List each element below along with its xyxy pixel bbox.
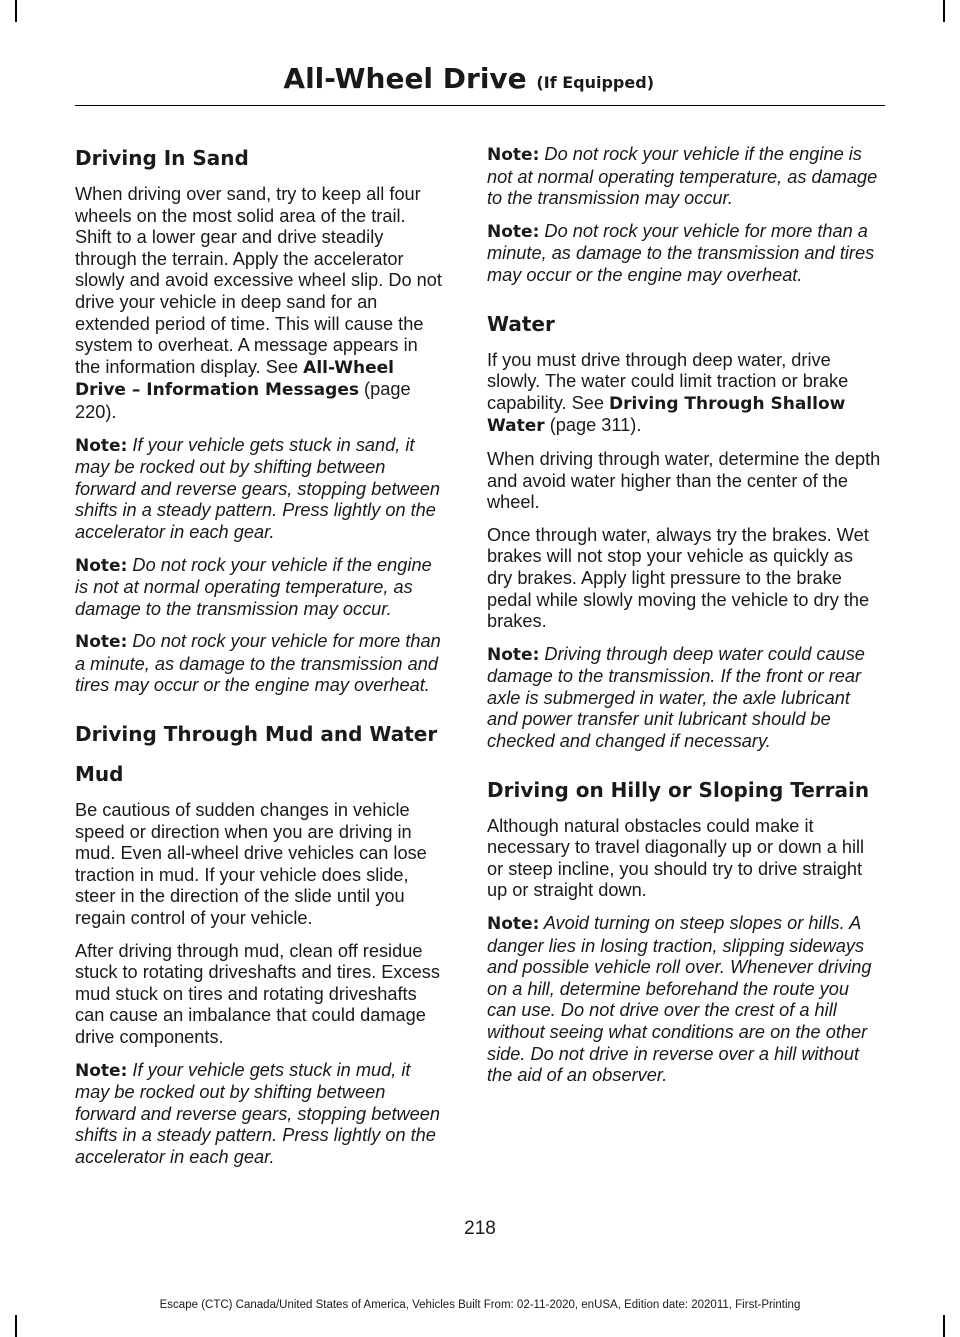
note-rock-temperature-2: Note: Do not rock your vehicle if the engine is not at normal operating temperature, as damage to the transmission may occur. (487, 144, 878, 209)
header-rule (75, 105, 885, 106)
header-subtitle: (If Equipped) (536, 73, 654, 92)
mud-water-heading: Driving Through Mud and Water (75, 722, 438, 747)
note-mud-stuck: Note: If your vehicle gets stuck in mud, it may be rocked out by shifting between forward and reverse gears, stopping between shifts in a steady pattern. Press lightly on the accelerator in each gear. (75, 1059, 440, 1167)
footer-edition-info: Escape (CTC) Canada/United States of America, Vehicles Built From: 02-11-2020, enUSA, Edition date: 202011, First-Printing (159, 1299, 801, 1311)
water-paragraph-3: Once through water, always try the brakes. Wet brakes will not stop your vehicle as quickly as dry brakes. Apply light pressure to the brake pedal while slowly moving the vehicle to dry the brakes. (487, 524, 870, 632)
crop-mark-top-left (15, 0, 17, 22)
hilly-heading: Driving on Hilly or Sloping Terrain (487, 777, 870, 802)
sand-heading: Driving In Sand (75, 146, 249, 170)
page-header (283, 62, 654, 95)
right-column (487, 144, 882, 1098)
water-paragraph-2: When driving through water, determine the depth and avoid water higher than the center of the wheel. (487, 448, 881, 513)
left-column (75, 144, 447, 1180)
crop-mark-bottom-left (15, 1315, 17, 1337)
information-messages-link[interactable]: All-Wheel Drive – Information Messages (75, 357, 394, 401)
water-paragraph-1: If you must drive through deep water, drive slowly. The water could limit traction or brake capability. See Driving Through Shallow Water (page 311). (487, 349, 849, 437)
mud-heading: Mud (75, 762, 124, 787)
header-title: All-Wheel Drive (283, 62, 527, 95)
crop-mark-top-right (943, 0, 945, 22)
shallow-water-link[interactable]: Driving Through Shallow Water (487, 393, 846, 437)
note-rock-minute: Note: Do not rock your vehicle for more than a minute, as damage to the transmission and tires may occur or the engine may overheat. (75, 631, 441, 696)
water-heading: Water (487, 311, 555, 336)
page-number: 218 (464, 1218, 496, 1239)
mud-paragraph-1: Be cautious of sudden changes in vehicle speed or direction when you are driving in mud. Even all-wheel drive vehicles can lose traction in mud. If your vehicle does slide, steer in the direction of the slide until you regain control of your vehicle. (75, 800, 427, 929)
note-rock-temperature: Note: Do not rock your vehicle if the engine is not at normal operating temperature, as damage to the transmission may occur. (75, 554, 432, 619)
note-deep-water: Note: Driving through deep water could cause damage to the transmission. If the front or rear axle is submerged in water, the axle lubricant and power transfer unit lubricant should be checked and changed if necessary. (487, 643, 865, 752)
crop-mark-bottom-right (943, 1315, 945, 1337)
note-rock-minute-2: Note: Do not rock your vehicle for more than a minute, as damage to the transmission and tires may occur or the engine may overheat. (487, 220, 875, 285)
note-sand-stuck: Note: If your vehicle gets stuck in sand, it may be rocked out by shifting between forward and reverse gears, stopping between shifts in a steady pattern. Press lightly on the accelerator in each gear. (75, 434, 440, 542)
sand-paragraph: When driving over sand, try to keep all four wheels on the most solid area of the trail. Shift to a lower gear and drive steadily through the terrain. Apply the accelerator slowly and avoid excessive wheel slip. Do not drive your vehicle in deep sand for an extended period of time. This will cause the system to overheat. A message appears in the information display. See All-Wheel Drive – Information Messages (page 220). (75, 184, 442, 422)
mud-paragraph-2: After driving through mud, clean off residue stuck to rotating driveshafts and tires. Excess mud stuck on tires and rotating driveshafts can cause an imbalance that could damage drive components. (75, 940, 440, 1047)
note-steep-slopes: Note: Avoid turning on steep slopes or hills. A danger lies in losing traction, slipping sideways and possible vehicle roll over. Whenever driving on a hill, determine beforehand the route you can use. Do not drive over the crest of a hill without seeing what conditions are on the other side. Do not drive in reverse over a hill without the aid of an observer. (487, 913, 872, 1086)
hilly-paragraph: Although natural obstacles could make it necessary to travel diagonally up or down a hill or steep incline, you should try to drive straight up or straight down. (487, 815, 865, 901)
